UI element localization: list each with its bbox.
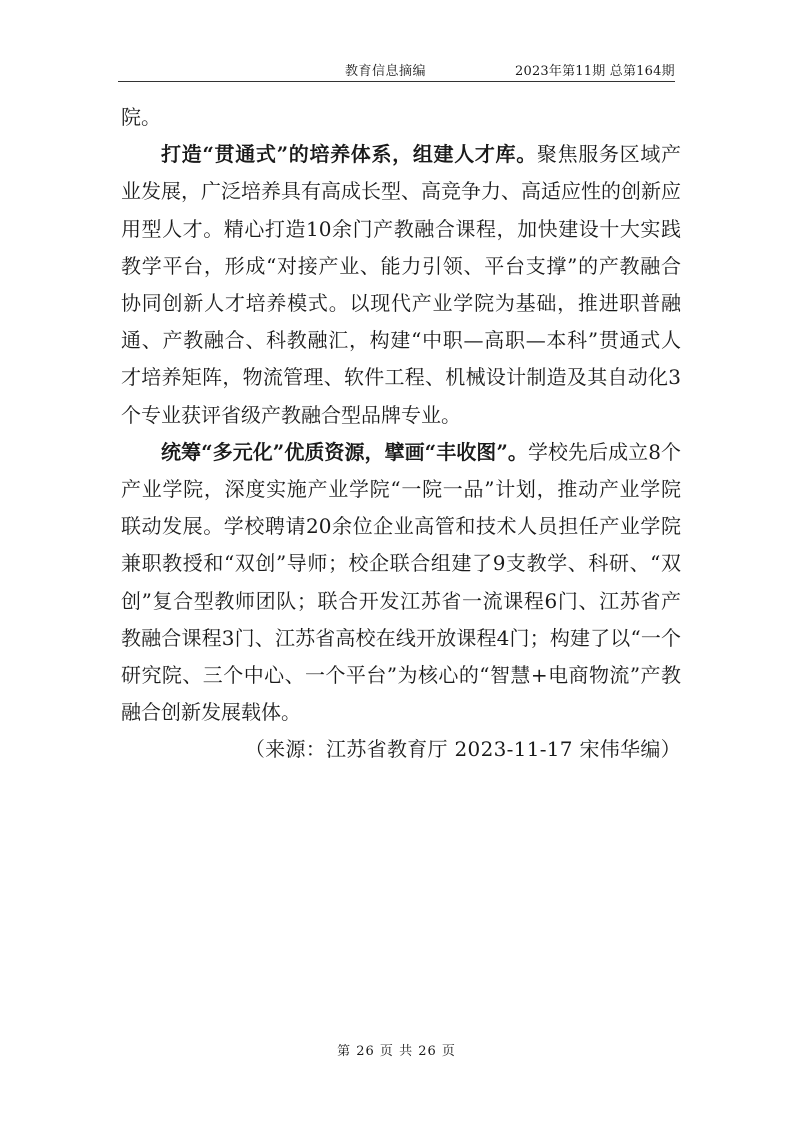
paragraph-body: 聚焦服务区域产业发展，广泛培养具有高成长型、高竞争力、高适应性的创新应用型人才。精心打造10余门产教融合课程，加快建设十大实践教学平台，形成“对接产业、能力引领、平台支撑”的产教融合协同创新人才培养模式。以现代产业学院为基础，推进职普融通、产教融合、科教融汇，构建“中职—高职—本科”贯通式人才培养矩阵，物流管理、软件工程、机械设计制造及其自动化3个专业获评省级产教融合型品牌专业。: [121, 142, 681, 427]
page-header: [0, 0, 793, 82]
page-footer: [0, 1040, 793, 1059]
paragraph-lead: 统筹“多元化”优质资源，擘画“丰收图”。: [161, 439, 528, 464]
issue-number: 2023年第11期 总第164期: [515, 64, 675, 79]
article-body: [121, 99, 681, 769]
page-number: 第 26 页 共 26 页: [337, 1044, 456, 1059]
paragraph-resources: [121, 434, 681, 732]
continued-text: 院。: [121, 105, 161, 129]
journal-title: 教育信息摘编: [345, 64, 427, 79]
paragraph-talent-system: [121, 136, 681, 434]
article-source: （来源：江苏省教育厅 2023-11-17 宋伟华编）: [244, 737, 681, 762]
paragraph-body: 学校先后成立8个产业学院，深度实施产业学院“一院一品”计划，推动产业学院联动发展。学校聘请20余位企业高管和技术人员担任产业学院兼职教授和“双创”导师；校企联合组建了9支教学、科研、“双创”复合型教师团队；联合开发江苏省一流课程6门、江苏省产教融合课程3门、江苏省高校在线开放课程4门；构建了以“一个研究院、三个中心、一个平台”为核心的“智慧+电商物流”产教融合创新发展载体。: [121, 439, 682, 725]
header-divider: [118, 81, 675, 82]
paragraph-lead: 打造“贯通式”的培养体系，组建人才库。: [161, 142, 537, 167]
